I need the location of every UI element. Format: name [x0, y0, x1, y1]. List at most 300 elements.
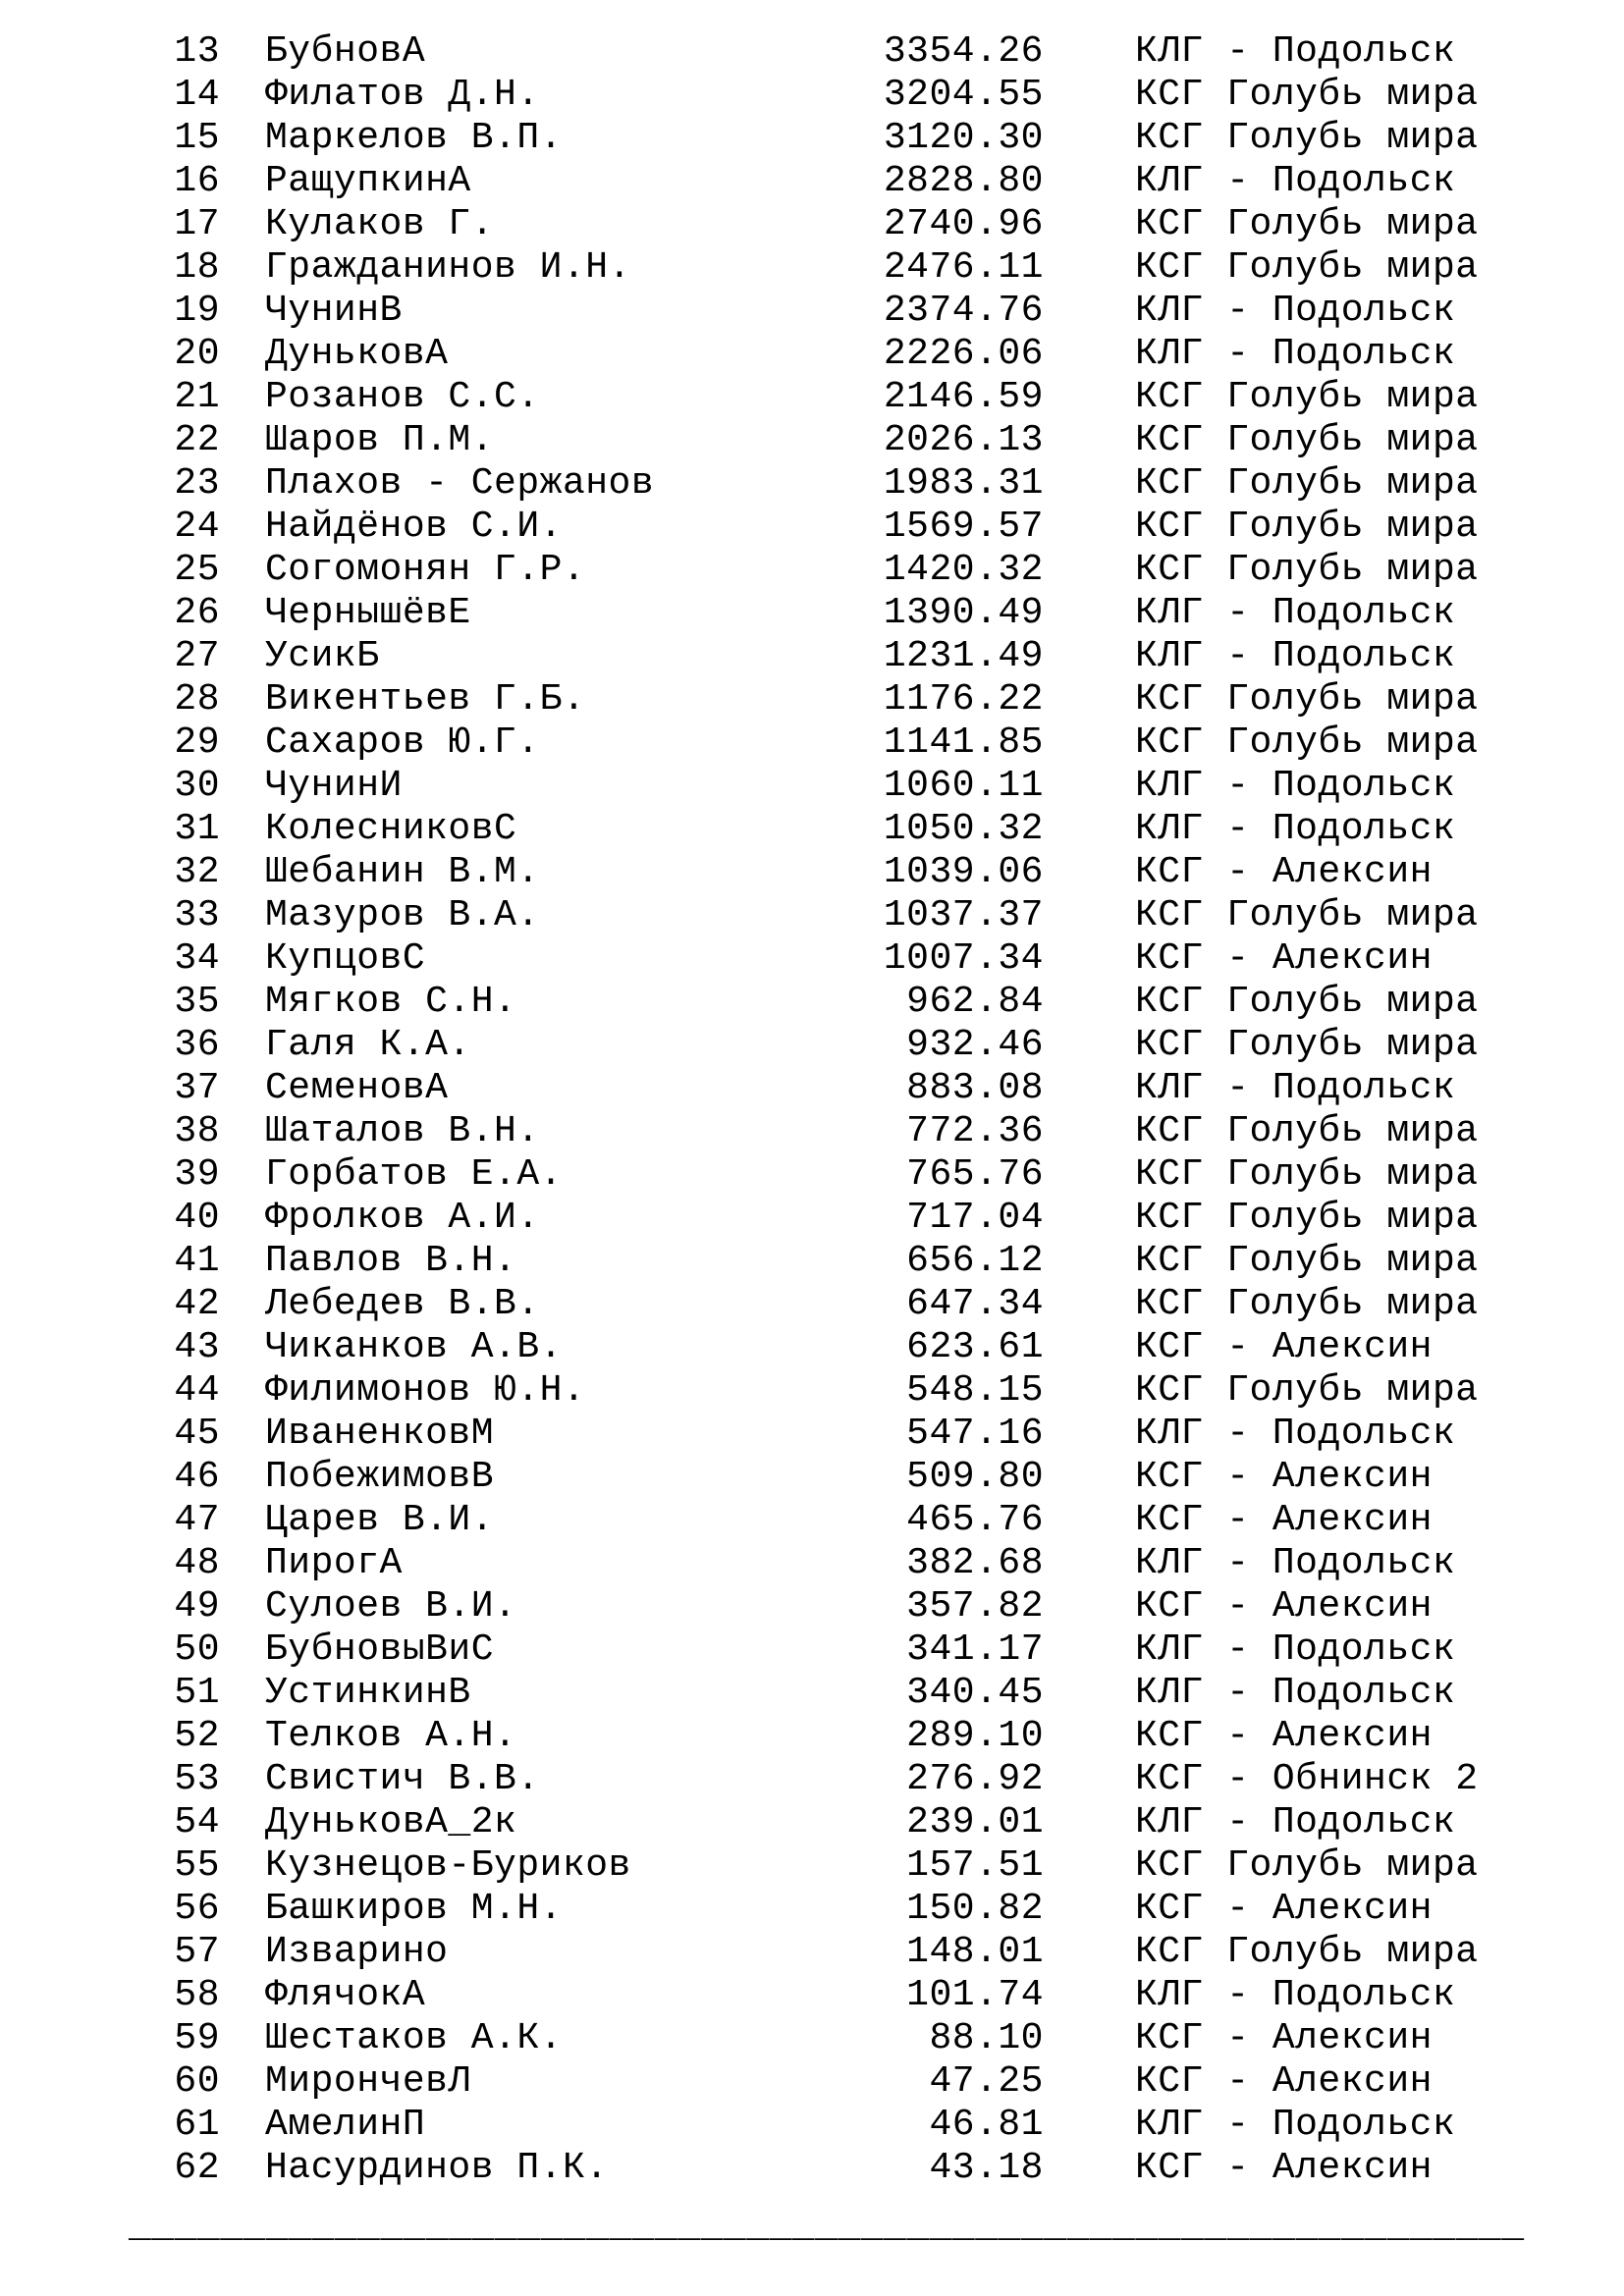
column-gap [1044, 1110, 1135, 1153]
rank-cell: 33 [174, 894, 220, 936]
name-cell: Сулоев В.И. [265, 1585, 517, 1628]
table-row [129, 1499, 1624, 1542]
score-cell: 1007.34 [883, 937, 1044, 980]
rank-cell: 47 [174, 1499, 220, 1541]
column-gap [220, 1758, 265, 1801]
name-cell: Царев В.И. [265, 1499, 495, 1541]
column-gap [1044, 2147, 1135, 2190]
rank-cell: 29 [174, 721, 220, 764]
score-cell: 2740.96 [883, 203, 1044, 245]
table-row [129, 462, 1624, 506]
column-gap [1044, 1456, 1135, 1499]
column-gap [1044, 894, 1135, 937]
column-gap [220, 2060, 265, 2104]
name-cell: ДуньковА_2к [265, 1801, 517, 1843]
club-cell: КСГ Голубь мира [1135, 1283, 1479, 1325]
rank-cell: 51 [174, 1672, 220, 1714]
column-gap [1044, 1240, 1135, 1283]
column-gap [220, 894, 265, 937]
club-cell: КЛГ - Подольск [1135, 1801, 1456, 1843]
score-cell: 101.74 [906, 1974, 1044, 2016]
rank-cell: 27 [174, 635, 220, 677]
name-cell: БубновыВиС [265, 1629, 495, 1671]
name-cell: РащупкинА [265, 160, 471, 202]
name-cell: ИваненковМ [265, 1413, 495, 1455]
column-gap [220, 376, 265, 419]
table-row [129, 1974, 1624, 2017]
name-cell: Изварино [265, 1931, 449, 1973]
column-gap [220, 851, 265, 894]
rank-cell: 43 [174, 1326, 220, 1368]
name-cell: Башкиров М.Н. [265, 1888, 563, 1930]
name-cell: Согомонян Г.Р. [265, 549, 586, 591]
column-gap [1044, 376, 1135, 419]
score-cell: 1176.22 [883, 678, 1044, 721]
column-gap [1044, 721, 1135, 765]
club-cell: КЛГ - Подольск [1135, 1629, 1456, 1671]
score-cell: 289.10 [906, 1715, 1044, 1757]
name-cell: КолесниковС [265, 808, 517, 850]
table-row [129, 2104, 1624, 2147]
score-cell: 1050.32 [883, 808, 1044, 850]
rank-cell: 59 [174, 2017, 220, 2059]
table-row [129, 1672, 1624, 1715]
rank-cell: 55 [174, 1844, 220, 1887]
column-gap [220, 462, 265, 506]
column-gap [220, 160, 265, 203]
score-cell: 1039.06 [883, 851, 1044, 893]
score-cell: 883.08 [906, 1067, 1044, 1109]
name-cell: Сахаров Ю.Г. [265, 721, 540, 764]
rank-cell: 48 [174, 1542, 220, 1584]
club-cell: КСГ Голубь мира [1135, 894, 1479, 936]
column-gap [220, 1197, 265, 1240]
table-row [129, 1153, 1624, 1197]
rank-cell: 18 [174, 246, 220, 289]
club-cell: КСГ Голубь мира [1135, 1024, 1479, 1066]
club-cell: КСГ Голубь мира [1135, 678, 1479, 721]
club-cell: КСГ Голубь мира [1135, 246, 1479, 289]
score-cell: 341.17 [906, 1629, 1044, 1671]
score-cell: 157.51 [906, 1844, 1044, 1887]
column-gap [220, 1110, 265, 1153]
column-gap [1044, 1024, 1135, 1067]
table-row [129, 549, 1624, 592]
name-cell: УсикБ [265, 635, 380, 677]
score-cell: 150.82 [906, 1888, 1044, 1930]
table-row [129, 333, 1624, 376]
score-cell: 3120.30 [883, 117, 1044, 159]
name-cell: Насурдинов П.К. [265, 2147, 609, 2189]
rank-cell: 42 [174, 1283, 220, 1325]
column-gap [220, 2104, 265, 2147]
name-cell: Лебедев В.В. [265, 1283, 540, 1325]
score-cell: 382.68 [906, 1542, 1044, 1584]
name-cell: АмелинП [265, 2104, 426, 2146]
table-row [129, 765, 1624, 808]
score-cell: 1420.32 [883, 549, 1044, 591]
rank-cell: 41 [174, 1240, 220, 1282]
table-row [129, 1067, 1624, 1110]
table-row [129, 981, 1624, 1024]
table-row [129, 246, 1624, 290]
column-gap [220, 333, 265, 376]
score-cell: 2146.59 [883, 376, 1044, 418]
column-gap [220, 2017, 265, 2060]
name-cell: Гражданинов И.Н. [265, 246, 631, 289]
table-row [129, 1110, 1624, 1153]
name-cell: Найдёнов С.И. [265, 506, 563, 548]
club-cell: КСГ Голубь мира [1135, 549, 1479, 591]
column-gap [220, 1326, 265, 1369]
column-gap [220, 1629, 265, 1672]
column-gap [220, 1715, 265, 1758]
column-gap [1044, 2017, 1135, 2060]
name-cell: КупцовС [265, 937, 426, 980]
name-cell: Горбатов Е.А. [265, 1153, 563, 1196]
column-gap [1044, 1542, 1135, 1585]
table-row [129, 1283, 1624, 1326]
rank-cell: 61 [174, 2104, 220, 2146]
club-cell: КСГ Голубь мира [1135, 1369, 1479, 1412]
name-cell: Кулаков Г. [265, 203, 495, 245]
score-cell: 1141.85 [883, 721, 1044, 764]
column-gap [1044, 1844, 1135, 1888]
name-cell: Шестаков А.К. [265, 2017, 563, 2059]
name-cell: Кузнецов-Буриков [265, 1844, 631, 1887]
column-gap [1044, 290, 1135, 333]
name-cell: СеменовА [265, 1067, 449, 1109]
column-gap [220, 1067, 265, 1110]
column-gap [1044, 203, 1135, 246]
name-cell: Галя К.А. [265, 1024, 471, 1066]
name-cell: ПобежимовВ [265, 1456, 495, 1498]
rank-cell: 36 [174, 1024, 220, 1066]
club-cell: КСГ - Алексин [1135, 2017, 1433, 2059]
score-cell: 1569.57 [883, 506, 1044, 548]
column-gap [220, 1931, 265, 1974]
name-cell: ФлячокА [265, 1974, 426, 2016]
score-cell: 3204.55 [883, 74, 1044, 116]
club-cell: КЛГ - Подольск [1135, 1974, 1456, 2016]
score-cell: 1037.37 [883, 894, 1044, 936]
score-cell: 3354.26 [883, 30, 1044, 73]
table-row [129, 2147, 1624, 2190]
club-cell: КСГ - Алексин [1135, 851, 1433, 893]
table-row [129, 419, 1624, 462]
column-gap [220, 74, 265, 117]
club-cell: КСГ - Алексин [1135, 937, 1433, 980]
column-gap [220, 203, 265, 246]
score-cell: 656.12 [906, 1240, 1044, 1282]
table-row [129, 1197, 1624, 1240]
club-cell: КСГ Голубь мира [1135, 376, 1479, 418]
score-cell: 647.34 [906, 1283, 1044, 1325]
column-gap [1044, 2060, 1135, 2104]
table-row [129, 937, 1624, 981]
score-cell: 43.18 [929, 2147, 1044, 2189]
score-cell: 962.84 [906, 981, 1044, 1023]
club-cell: КСГ Голубь мира [1135, 462, 1479, 505]
club-cell: КЛГ - Подольск [1135, 290, 1456, 332]
column-gap [1044, 808, 1135, 851]
name-cell: ЧунинИ [265, 765, 403, 807]
club-cell: КЛГ - Подольск [1135, 635, 1456, 677]
club-cell: КСГ Голубь мира [1135, 117, 1479, 159]
club-cell: КЛГ - Подольск [1135, 808, 1456, 850]
score-cell: 46.81 [929, 2104, 1044, 2146]
rank-cell: 13 [174, 30, 220, 73]
column-gap [220, 246, 265, 290]
rank-cell: 56 [174, 1888, 220, 1930]
table-row [129, 2017, 1624, 2060]
club-cell: КСГ Голубь мира [1135, 1844, 1479, 1887]
club-cell: КЛГ - Подольск [1135, 1672, 1456, 1714]
table-row [129, 376, 1624, 419]
club-cell: КЛГ - Подольск [1135, 592, 1456, 634]
table-row [129, 1456, 1624, 1499]
name-cell: Мягков С.Н. [265, 981, 517, 1023]
column-gap [220, 117, 265, 160]
name-cell: ЧернышёвЕ [265, 592, 471, 634]
score-cell: 623.61 [906, 1326, 1044, 1368]
club-cell: КЛГ - Подольск [1135, 160, 1456, 202]
club-cell: КСГ Голубь мира [1135, 74, 1479, 116]
column-gap [1044, 592, 1135, 635]
column-gap [220, 765, 265, 808]
score-cell: 547.16 [906, 1413, 1044, 1455]
column-gap [1044, 117, 1135, 160]
club-cell: КСГ - Алексин [1135, 1499, 1433, 1541]
score-cell: 765.76 [906, 1153, 1044, 1196]
table-row [129, 808, 1624, 851]
name-cell: ЧунинВ [265, 290, 403, 332]
table-row [129, 851, 1624, 894]
name-cell: Чиканков А.В. [265, 1326, 563, 1368]
club-cell: КСГ - Алексин [1135, 1585, 1433, 1628]
rank-cell: 14 [174, 74, 220, 116]
column-gap [1044, 1801, 1135, 1844]
score-cell: 1060.11 [883, 765, 1044, 807]
column-gap [1044, 1369, 1135, 1413]
table-row [129, 1715, 1624, 1758]
column-gap [220, 937, 265, 981]
table-row [129, 290, 1624, 333]
club-cell: КЛГ - Подольск [1135, 30, 1456, 73]
column-gap [1044, 678, 1135, 721]
rank-cell: 25 [174, 549, 220, 591]
table-row [129, 635, 1624, 678]
rank-cell: 40 [174, 1197, 220, 1239]
column-gap [220, 1369, 265, 1413]
score-cell: 1231.49 [883, 635, 1044, 677]
score-cell: 548.15 [906, 1369, 1044, 1412]
table-row [129, 1024, 1624, 1067]
score-cell: 2476.11 [883, 246, 1044, 289]
score-cell: 717.04 [906, 1197, 1044, 1239]
column-gap [1044, 419, 1135, 462]
score-cell: 509.80 [906, 1456, 1044, 1498]
table-row [129, 1758, 1624, 1801]
column-gap [220, 635, 265, 678]
table-row [129, 74, 1624, 117]
table-row [129, 1931, 1624, 1974]
rank-cell: 62 [174, 2147, 220, 2189]
column-gap [220, 808, 265, 851]
column-gap [1044, 30, 1135, 74]
column-gap [1044, 549, 1135, 592]
column-gap [1044, 74, 1135, 117]
column-gap [220, 1585, 265, 1629]
rank-cell: 45 [174, 1413, 220, 1455]
results-table [129, 30, 1624, 2249]
club-cell: КЛГ - Подольск [1135, 765, 1456, 807]
rank-cell: 38 [174, 1110, 220, 1152]
column-gap [220, 721, 265, 765]
name-cell: Фролков А.И. [265, 1197, 540, 1239]
club-cell: КСГ - Алексин [1135, 1456, 1433, 1498]
column-gap [1044, 937, 1135, 981]
name-cell: Шаталов В.Н. [265, 1110, 540, 1152]
rank-cell: 16 [174, 160, 220, 202]
table-row [129, 1542, 1624, 1585]
club-cell: КСГ Голубь мира [1135, 203, 1479, 245]
column-gap [220, 1024, 265, 1067]
column-gap [220, 506, 265, 549]
club-cell: КСГ Голубь мира [1135, 1931, 1479, 1973]
table-row [129, 203, 1624, 246]
table-row [129, 506, 1624, 549]
column-gap [1044, 1672, 1135, 1715]
club-cell: КЛГ - Подольск [1135, 1067, 1456, 1109]
table-row [129, 721, 1624, 765]
club-cell: КСГ Голубь мира [1135, 721, 1479, 764]
name-cell: ПирогА [265, 1542, 403, 1584]
column-gap [220, 981, 265, 1024]
score-cell: 2374.76 [883, 290, 1044, 332]
club-cell: КЛГ - Подольск [1135, 1413, 1456, 1455]
club-cell: КСГ - Обнинск 2 [1135, 1758, 1479, 1800]
column-gap [1044, 462, 1135, 506]
name-cell: Шебанин В.М. [265, 851, 540, 893]
column-gap [1044, 635, 1135, 678]
table-row [129, 160, 1624, 203]
club-cell: КСГ - Алексин [1135, 2060, 1433, 2103]
column-gap [1044, 1326, 1135, 1369]
rank-cell: 50 [174, 1629, 220, 1671]
club-cell: КСГ Голубь мира [1135, 1153, 1479, 1196]
table-row [129, 678, 1624, 721]
name-cell: МирончевЛ [265, 2060, 471, 2103]
club-cell: КСГ Голубь мира [1135, 981, 1479, 1023]
club-cell: КЛГ - Подольск [1135, 1542, 1456, 1584]
score-cell: 340.45 [906, 1672, 1044, 1714]
column-gap [1044, 1283, 1135, 1326]
column-gap [220, 1801, 265, 1844]
column-gap [220, 1888, 265, 1931]
column-gap [1044, 1585, 1135, 1629]
rank-cell: 52 [174, 1715, 220, 1757]
column-gap [1044, 1888, 1135, 1931]
rank-cell: 20 [174, 333, 220, 375]
rank-cell: 22 [174, 419, 220, 461]
table-row [129, 1369, 1624, 1413]
score-cell: 239.01 [906, 1801, 1044, 1843]
column-gap [1044, 1715, 1135, 1758]
column-gap [1044, 1931, 1135, 1974]
column-gap [1044, 765, 1135, 808]
name-cell: УстинкинВ [265, 1672, 471, 1714]
rank-cell: 24 [174, 506, 220, 548]
column-gap [220, 1456, 265, 1499]
rank-cell: 31 [174, 808, 220, 850]
column-gap [220, 1974, 265, 2017]
score-cell: 148.01 [906, 1931, 1044, 1973]
column-gap [1044, 1974, 1135, 2017]
table-row [129, 2060, 1624, 2104]
table-row [129, 30, 1624, 74]
club-cell: КСГ - Алексин [1135, 1715, 1433, 1757]
column-gap [1044, 2104, 1135, 2147]
rank-cell: 46 [174, 1456, 220, 1498]
score-cell: 2828.80 [883, 160, 1044, 202]
score-cell: 47.25 [929, 2060, 1044, 2103]
column-gap [1044, 1499, 1135, 1542]
rank-cell: 21 [174, 376, 220, 418]
name-cell: Филатов Д.Н. [265, 74, 540, 116]
club-cell: КСГ Голубь мира [1135, 1110, 1479, 1152]
table-row [129, 1240, 1624, 1283]
column-gap [220, 2147, 265, 2190]
rank-cell: 15 [174, 117, 220, 159]
club-cell: КЛГ - Подольск [1135, 2104, 1456, 2146]
column-gap [220, 1240, 265, 1283]
column-gap [1044, 506, 1135, 549]
table-row [129, 117, 1624, 160]
club-cell: КСГ - Алексин [1135, 1326, 1433, 1368]
column-gap [220, 592, 265, 635]
rank-cell: 54 [174, 1801, 220, 1843]
score-cell: 276.92 [906, 1758, 1044, 1800]
table-row [129, 894, 1624, 937]
rank-cell: 35 [174, 981, 220, 1023]
table-row [129, 1629, 1624, 1672]
rank-cell: 17 [174, 203, 220, 245]
column-gap [1044, 1629, 1135, 1672]
column-gap [220, 1672, 265, 1715]
column-gap [220, 419, 265, 462]
bottom-rule: _____________________________________________________________ [129, 2206, 1525, 2248]
name-cell: Плахов - Сержанов [265, 462, 655, 505]
table-row [129, 1888, 1624, 1931]
club-cell: КСГ Голубь мира [1135, 419, 1479, 461]
table-row [129, 592, 1624, 635]
table-row [129, 1326, 1624, 1369]
score-cell: 932.46 [906, 1024, 1044, 1066]
club-cell: КЛГ - Подольск [1135, 333, 1456, 375]
column-gap [1044, 1197, 1135, 1240]
column-gap [1044, 851, 1135, 894]
name-cell: БубновА [265, 30, 426, 73]
name-cell: Филимонов Ю.Н. [265, 1369, 586, 1412]
score-cell: 357.82 [906, 1585, 1044, 1628]
column-gap [220, 30, 265, 74]
score-cell: 465.76 [906, 1499, 1044, 1541]
name-cell: Мазуров В.А. [265, 894, 540, 936]
table-row [129, 1844, 1624, 1888]
column-gap [220, 1283, 265, 1326]
score-cell: 2026.13 [883, 419, 1044, 461]
